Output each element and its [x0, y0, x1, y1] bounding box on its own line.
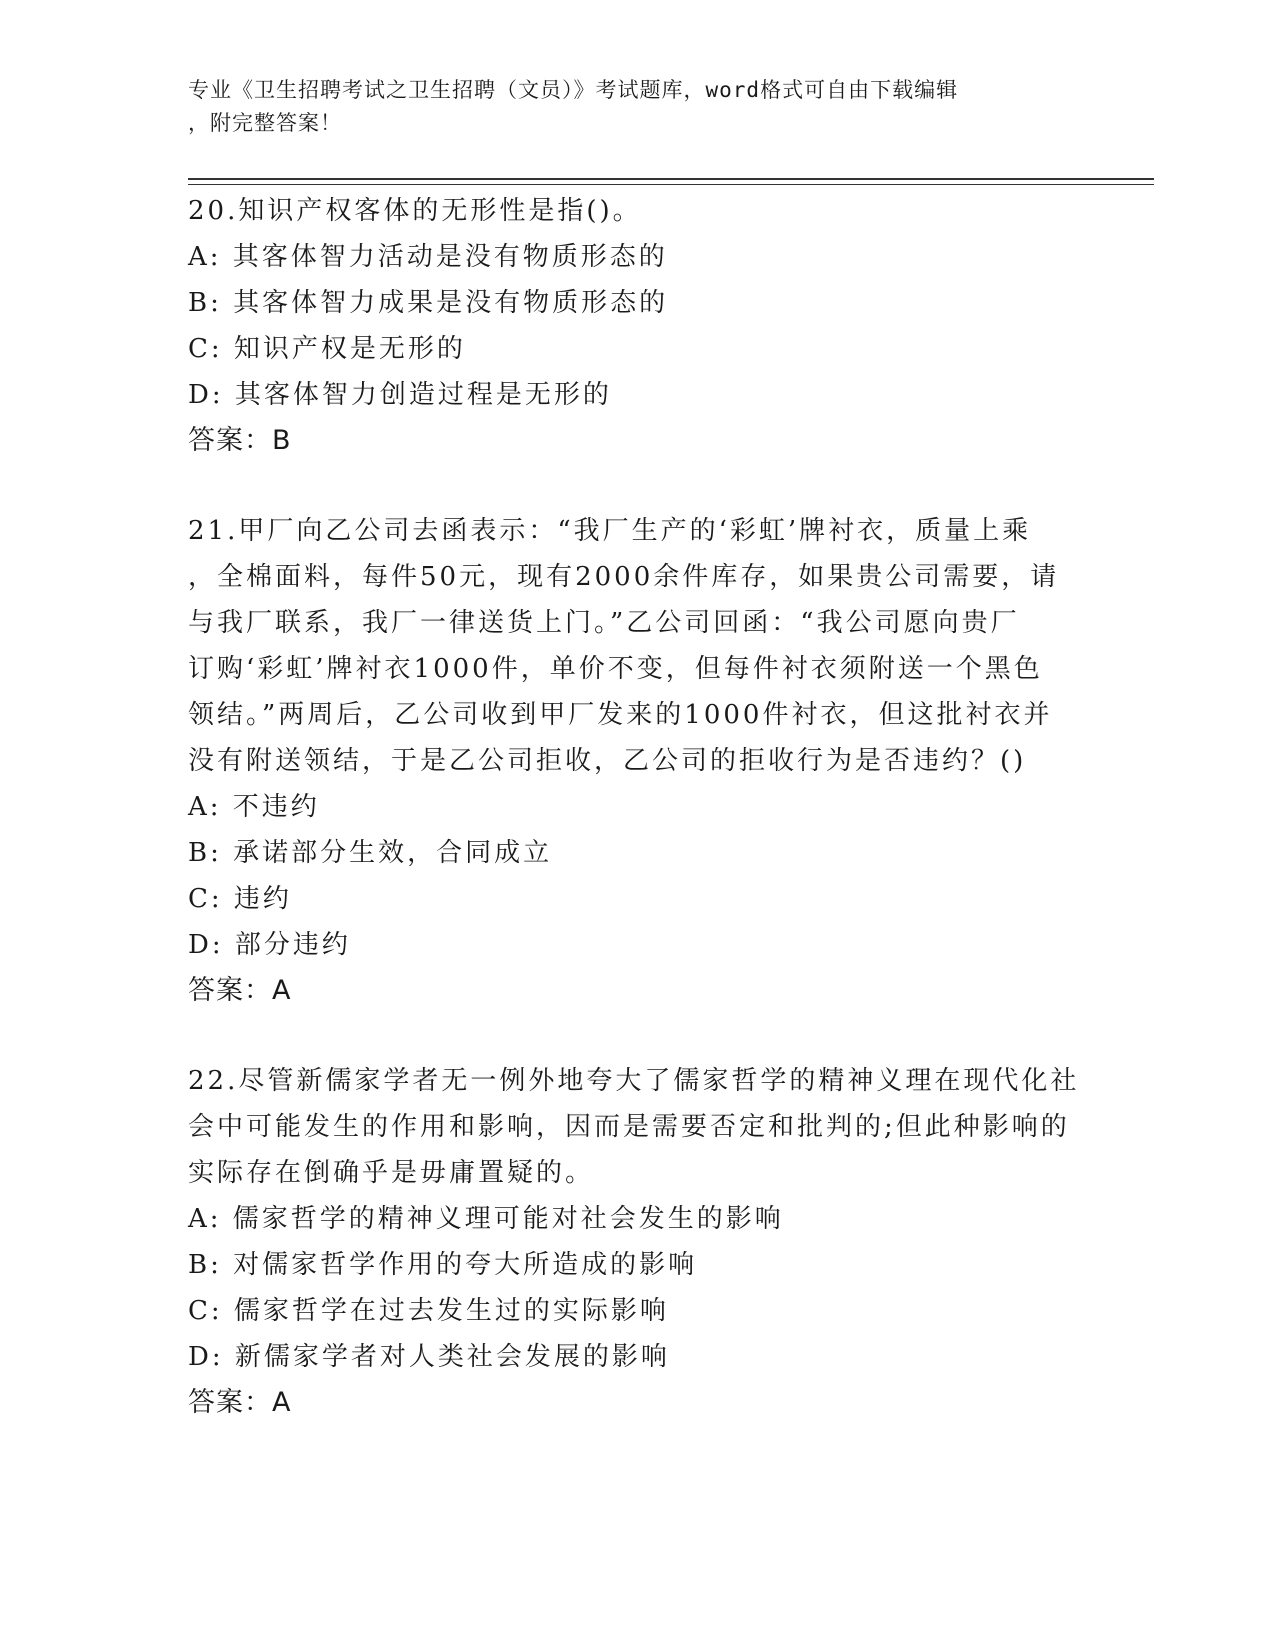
question-stem-line: ，全棉面料，每件50元，现有2000余件库存，如果贵公司需要，请 — [188, 562, 1060, 592]
option-a: A: 不违约 — [188, 792, 320, 822]
option-c: C: 儒家哲学在过去发生过的实际影响 — [188, 1296, 669, 1326]
question-stem-line: 21.甲厂向乙公司去函表示：“我厂生产的‘彩虹’牌衬衣，质量上乘 — [188, 516, 1032, 546]
header-line-1: 专业《卫生招聘考试之卫生招聘（文员）》考试题库，word格式可自由下载编辑 — [188, 78, 959, 102]
option-c: C: 违约 — [188, 884, 292, 914]
question-list — [188, 188, 1088, 1470]
answer-label: 答案：A — [188, 975, 292, 1006]
option-c: C: 知识产权是无形的 — [188, 334, 466, 364]
header-divider-thick — [188, 178, 1154, 180]
question-20 — [188, 188, 1088, 464]
header-line-2: ，附完整答案！ — [188, 111, 342, 135]
header-divider-thin — [188, 184, 1154, 185]
question-22 — [188, 1058, 1088, 1426]
option-d: D: 其客体智力创造过程是无形的 — [188, 380, 612, 410]
option-d: D: 部分违约 — [188, 930, 351, 960]
option-d: D: 新儒家学者对人类社会发展的影响 — [188, 1342, 670, 1372]
option-b: B: 承诺部分生效，合同成立 — [188, 838, 553, 868]
answer-label: 答案：A — [188, 1387, 292, 1418]
question-stem-line: 实际存在倒确乎是毋庸置疑的。 — [188, 1158, 595, 1188]
option-a: A: 儒家哲学的精神义理可能对社会发生的影响 — [188, 1204, 784, 1234]
question-stem-line: 会中可能发生的作用和影响，因而是需要否定和批判的;但此种影响的 — [188, 1112, 1070, 1142]
question-stem-line: 20.知识产权客体的无形性是指()。 — [188, 196, 642, 226]
question-stem-line: 与我厂联系，我厂一律送货上门。”乙公司回函：“我公司愿向贵厂 — [188, 608, 1020, 638]
option-b: B: 其客体智力成果是没有物质形态的 — [188, 288, 669, 318]
question-stem-line: 领结。”两周后，乙公司收到甲厂发来的1000件衬衣，但这批衬衣并 — [188, 700, 1053, 730]
option-b: B: 对儒家哲学作用的夸大所造成的影响 — [188, 1250, 698, 1280]
question-stem-line: 订购‘彩虹’牌衬衣1000件，单价不变，但每件衬衣须附送一个黑色 — [188, 654, 1043, 684]
question-21 — [188, 508, 1088, 1014]
question-stem-line: 没有附送领结，于是乙公司拒收，乙公司的拒收行为是否违约？() — [188, 746, 1027, 776]
answer-label: 答案：B — [188, 425, 292, 456]
question-stem-line: 22.尽管新儒家学者无一例外地夸大了儒家哲学的精神义理在现代化社 — [188, 1066, 1080, 1096]
document-header — [188, 74, 1068, 140]
option-a: A: 其客体智力活动是没有物质形态的 — [188, 242, 668, 272]
